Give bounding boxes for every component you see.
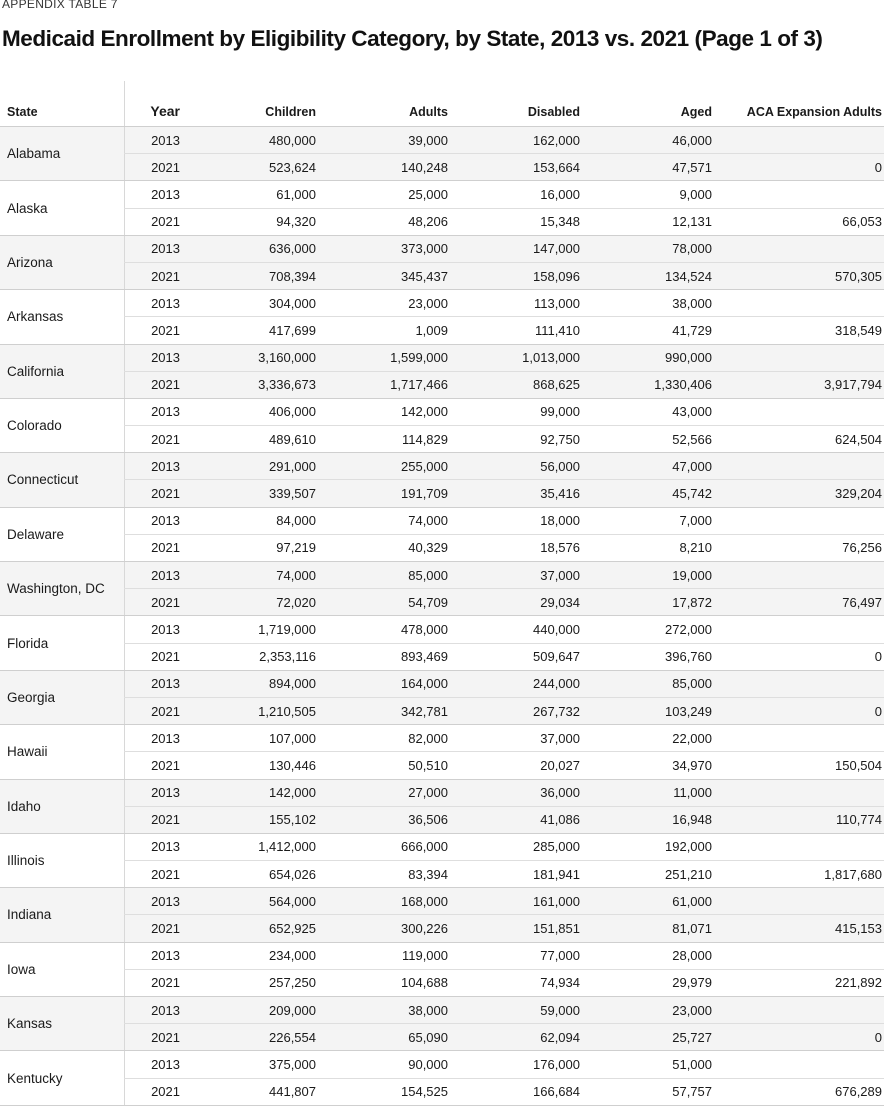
cell-aged: 990,000 — [582, 344, 714, 371]
table-row — [0, 426, 884, 453]
cell-aca-expansion-adults — [714, 779, 884, 806]
cell-adults: 478,000 — [318, 616, 450, 643]
cell-year: 2021 — [124, 1024, 186, 1051]
cell-aged: 8,210 — [582, 534, 714, 561]
cell-aged: 85,000 — [582, 670, 714, 697]
table-header — [0, 81, 884, 127]
cell-aca-expansion-adults: 76,256 — [714, 534, 884, 561]
cell-year: 2021 — [124, 371, 186, 398]
page-title: Medicaid Enrollment by Eligibility Category, by State, 2013 vs. 2021 (Page 1 of 3) — [2, 26, 823, 51]
cell-year: 2021 — [124, 697, 186, 724]
cell-disabled: 166,684 — [450, 1078, 582, 1105]
appendix-label: APPENDIX TABLE 7 — [2, 0, 118, 11]
cell-aged: 28,000 — [582, 942, 714, 969]
cell-disabled: 151,851 — [450, 915, 582, 942]
cell-aca-expansion-adults — [714, 888, 884, 915]
table-row — [0, 670, 884, 697]
table-row — [0, 208, 884, 235]
cell-children: 2,353,116 — [186, 643, 318, 670]
cell-children: 291,000 — [186, 453, 318, 480]
cell-aca-expansion-adults — [714, 398, 884, 425]
cell-adults: 191,709 — [318, 480, 450, 507]
cell-children: 523,624 — [186, 154, 318, 181]
cell-disabled: 74,934 — [450, 969, 582, 996]
cell-aca-expansion-adults — [714, 344, 884, 371]
cell-aged: 134,524 — [582, 262, 714, 289]
cell-adults: 1,599,000 — [318, 344, 450, 371]
table-row — [0, 1024, 884, 1051]
cell-disabled: 1,013,000 — [450, 344, 582, 371]
cell-aged: 29,979 — [582, 969, 714, 996]
cell-adults: 48,206 — [318, 208, 450, 235]
cell-year: 2021 — [124, 969, 186, 996]
table-row — [0, 1078, 884, 1105]
cell-children: 3,160,000 — [186, 344, 318, 371]
cell-children: 654,026 — [186, 861, 318, 888]
state-name-cell: Arizona — [0, 235, 124, 289]
cell-children: 61,000 — [186, 181, 318, 208]
cell-disabled: 158,096 — [450, 262, 582, 289]
cell-aged: 9,000 — [582, 181, 714, 208]
table-row — [0, 562, 884, 589]
cell-disabled: 20,027 — [450, 752, 582, 779]
state-name-cell: Colorado — [0, 398, 124, 452]
state-name-cell: Florida — [0, 616, 124, 670]
cell-aca-expansion-adults: 76,497 — [714, 589, 884, 616]
cell-disabled: 15,348 — [450, 208, 582, 235]
cell-adults: 83,394 — [318, 861, 450, 888]
cell-year: 2021 — [124, 317, 186, 344]
state-name-cell: Kansas — [0, 997, 124, 1051]
cell-disabled: 18,000 — [450, 507, 582, 534]
cell-adults: 23,000 — [318, 290, 450, 317]
table-row — [0, 942, 884, 969]
state-name-cell: Alabama — [0, 127, 124, 181]
cell-year: 2013 — [124, 997, 186, 1024]
cell-aged: 22,000 — [582, 725, 714, 752]
column-header-aca-expansion-adults: ACA Expansion Adults — [714, 81, 884, 127]
table-row — [0, 1051, 884, 1078]
cell-aged: 57,757 — [582, 1078, 714, 1105]
cell-children: 375,000 — [186, 1051, 318, 1078]
cell-adults: 893,469 — [318, 643, 450, 670]
table-row — [0, 154, 884, 181]
cell-aca-expansion-adults — [714, 670, 884, 697]
table-row — [0, 643, 884, 670]
cell-disabled: 285,000 — [450, 833, 582, 860]
cell-adults: 142,000 — [318, 398, 450, 425]
cell-aged: 41,729 — [582, 317, 714, 344]
cell-children: 304,000 — [186, 290, 318, 317]
cell-disabled: 92,750 — [450, 426, 582, 453]
table-row — [0, 235, 884, 262]
table-row — [0, 453, 884, 480]
cell-aca-expansion-adults — [714, 997, 884, 1024]
cell-aca-expansion-adults — [714, 181, 884, 208]
cell-aca-expansion-adults — [714, 562, 884, 589]
cell-children: 1,719,000 — [186, 616, 318, 643]
cell-disabled: 162,000 — [450, 127, 582, 154]
cell-disabled: 244,000 — [450, 670, 582, 697]
cell-aged: 192,000 — [582, 833, 714, 860]
cell-aged: 47,571 — [582, 154, 714, 181]
cell-children: 406,000 — [186, 398, 318, 425]
column-header-disabled: Disabled — [450, 81, 582, 127]
state-name-cell: Georgia — [0, 670, 124, 724]
cell-year: 2013 — [124, 507, 186, 534]
cell-aged: 25,727 — [582, 1024, 714, 1051]
cell-disabled: 113,000 — [450, 290, 582, 317]
table-row — [0, 779, 884, 806]
cell-year: 2013 — [124, 344, 186, 371]
cell-aca-expansion-adults — [714, 127, 884, 154]
table-row — [0, 861, 884, 888]
cell-adults: 82,000 — [318, 725, 450, 752]
cell-aged: 61,000 — [582, 888, 714, 915]
cell-disabled: 29,034 — [450, 589, 582, 616]
table-row — [0, 888, 884, 915]
cell-aca-expansion-adults — [714, 942, 884, 969]
cell-year: 2021 — [124, 806, 186, 833]
column-header-adults: Adults — [318, 81, 450, 127]
state-name-cell: Illinois — [0, 833, 124, 887]
cell-year: 2013 — [124, 290, 186, 317]
cell-children: 708,394 — [186, 262, 318, 289]
cell-aged: 51,000 — [582, 1051, 714, 1078]
cell-adults: 119,000 — [318, 942, 450, 969]
cell-adults: 74,000 — [318, 507, 450, 534]
cell-adults: 54,709 — [318, 589, 450, 616]
cell-children: 209,000 — [186, 997, 318, 1024]
table-row — [0, 806, 884, 833]
cell-children: 441,807 — [186, 1078, 318, 1105]
cell-adults: 114,829 — [318, 426, 450, 453]
cell-year: 2013 — [124, 779, 186, 806]
cell-aca-expansion-adults: 0 — [714, 154, 884, 181]
cell-aca-expansion-adults — [714, 235, 884, 262]
header-row — [0, 81, 884, 127]
cell-aca-expansion-adults — [714, 290, 884, 317]
cell-children: 339,507 — [186, 480, 318, 507]
cell-aca-expansion-adults — [714, 507, 884, 534]
cell-aged: 103,249 — [582, 697, 714, 724]
cell-adults: 104,688 — [318, 969, 450, 996]
table-row — [0, 997, 884, 1024]
cell-year: 2013 — [124, 888, 186, 915]
table-body — [0, 127, 884, 1106]
cell-aca-expansion-adults: 1,817,680 — [714, 861, 884, 888]
table-row — [0, 697, 884, 724]
cell-year: 2021 — [124, 426, 186, 453]
cell-children: 489,610 — [186, 426, 318, 453]
cell-aged: 81,071 — [582, 915, 714, 942]
cell-year: 2013 — [124, 181, 186, 208]
cell-aged: 7,000 — [582, 507, 714, 534]
state-name-cell: Washington, DC — [0, 562, 124, 616]
cell-aca-expansion-adults: 0 — [714, 697, 884, 724]
enrollment-table — [0, 81, 884, 1106]
cell-aca-expansion-adults: 570,305 — [714, 262, 884, 289]
cell-disabled: 153,664 — [450, 154, 582, 181]
table-row — [0, 317, 884, 344]
cell-disabled: 16,000 — [450, 181, 582, 208]
cell-year: 2021 — [124, 534, 186, 561]
cell-aged: 16,948 — [582, 806, 714, 833]
cell-adults: 85,000 — [318, 562, 450, 589]
cell-aca-expansion-adults: 66,053 — [714, 208, 884, 235]
cell-adults: 27,000 — [318, 779, 450, 806]
cell-aged: 78,000 — [582, 235, 714, 262]
cell-adults: 50,510 — [318, 752, 450, 779]
cell-disabled: 77,000 — [450, 942, 582, 969]
cell-adults: 342,781 — [318, 697, 450, 724]
cell-disabled: 147,000 — [450, 235, 582, 262]
cell-aged: 1,330,406 — [582, 371, 714, 398]
cell-aged: 272,000 — [582, 616, 714, 643]
state-name-cell: Indiana — [0, 888, 124, 942]
cell-disabled: 35,416 — [450, 480, 582, 507]
cell-aged: 43,000 — [582, 398, 714, 425]
cell-adults: 168,000 — [318, 888, 450, 915]
cell-aged: 19,000 — [582, 562, 714, 589]
cell-children: 84,000 — [186, 507, 318, 534]
cell-children: 257,250 — [186, 969, 318, 996]
cell-disabled: 99,000 — [450, 398, 582, 425]
cell-aca-expansion-adults: 0 — [714, 643, 884, 670]
cell-aged: 17,872 — [582, 589, 714, 616]
cell-year: 2013 — [124, 833, 186, 860]
cell-disabled: 181,941 — [450, 861, 582, 888]
cell-disabled: 111,410 — [450, 317, 582, 344]
cell-adults: 1,717,466 — [318, 371, 450, 398]
cell-adults: 40,329 — [318, 534, 450, 561]
cell-children: 155,102 — [186, 806, 318, 833]
column-header-state: State — [0, 81, 124, 127]
table-row — [0, 344, 884, 371]
cell-adults: 39,000 — [318, 127, 450, 154]
cell-year: 2013 — [124, 235, 186, 262]
cell-children: 130,446 — [186, 752, 318, 779]
cell-year: 2021 — [124, 480, 186, 507]
cell-disabled: 62,094 — [450, 1024, 582, 1051]
cell-aca-expansion-adults: 221,892 — [714, 969, 884, 996]
cell-year: 2021 — [124, 154, 186, 181]
cell-adults: 36,506 — [318, 806, 450, 833]
cell-aca-expansion-adults: 110,774 — [714, 806, 884, 833]
cell-aca-expansion-adults — [714, 725, 884, 752]
cell-disabled: 161,000 — [450, 888, 582, 915]
state-name-cell: Idaho — [0, 779, 124, 833]
cell-aca-expansion-adults — [714, 1051, 884, 1078]
cell-aca-expansion-adults: 318,549 — [714, 317, 884, 344]
cell-adults: 140,248 — [318, 154, 450, 181]
cell-adults: 345,437 — [318, 262, 450, 289]
cell-aca-expansion-adults — [714, 453, 884, 480]
cell-aged: 34,970 — [582, 752, 714, 779]
state-name-cell: Arkansas — [0, 290, 124, 344]
table-row — [0, 371, 884, 398]
table-row — [0, 969, 884, 996]
state-name-cell: California — [0, 344, 124, 398]
cell-adults: 373,000 — [318, 235, 450, 262]
table-row — [0, 181, 884, 208]
cell-children: 97,219 — [186, 534, 318, 561]
cell-children: 142,000 — [186, 779, 318, 806]
cell-children: 107,000 — [186, 725, 318, 752]
cell-year: 2021 — [124, 262, 186, 289]
cell-children: 234,000 — [186, 942, 318, 969]
cell-year: 2013 — [124, 670, 186, 697]
cell-adults: 666,000 — [318, 833, 450, 860]
state-name-cell: Delaware — [0, 507, 124, 561]
table-row — [0, 290, 884, 317]
cell-adults: 90,000 — [318, 1051, 450, 1078]
cell-aca-expansion-adults — [714, 616, 884, 643]
cell-aged: 251,210 — [582, 861, 714, 888]
table-row — [0, 262, 884, 289]
table-row — [0, 589, 884, 616]
cell-aged: 46,000 — [582, 127, 714, 154]
cell-disabled: 18,576 — [450, 534, 582, 561]
cell-adults: 25,000 — [318, 181, 450, 208]
cell-aca-expansion-adults: 415,153 — [714, 915, 884, 942]
cell-year: 2021 — [124, 861, 186, 888]
table-row — [0, 127, 884, 154]
cell-disabled: 440,000 — [450, 616, 582, 643]
cell-aged: 12,131 — [582, 208, 714, 235]
cell-children: 1,412,000 — [186, 833, 318, 860]
state-name-cell: Iowa — [0, 942, 124, 996]
column-header-year: Year — [124, 81, 186, 127]
cell-year: 2013 — [124, 127, 186, 154]
cell-children: 564,000 — [186, 888, 318, 915]
cell-aged: 23,000 — [582, 997, 714, 1024]
cell-children: 3,336,673 — [186, 371, 318, 398]
cell-children: 417,699 — [186, 317, 318, 344]
table-row — [0, 480, 884, 507]
cell-aca-expansion-adults: 150,504 — [714, 752, 884, 779]
cell-year: 2013 — [124, 725, 186, 752]
cell-year: 2021 — [124, 752, 186, 779]
cell-adults: 154,525 — [318, 1078, 450, 1105]
table-row — [0, 616, 884, 643]
state-name-cell: Hawaii — [0, 725, 124, 779]
cell-aca-expansion-adults: 3,917,794 — [714, 371, 884, 398]
table-row — [0, 398, 884, 425]
cell-disabled: 41,086 — [450, 806, 582, 833]
cell-aca-expansion-adults: 0 — [714, 1024, 884, 1051]
cell-disabled: 509,647 — [450, 643, 582, 670]
cell-disabled: 36,000 — [450, 779, 582, 806]
cell-aged: 11,000 — [582, 779, 714, 806]
cell-year: 2013 — [124, 453, 186, 480]
cell-disabled: 176,000 — [450, 1051, 582, 1078]
cell-aca-expansion-adults: 624,504 — [714, 426, 884, 453]
cell-adults: 164,000 — [318, 670, 450, 697]
cell-disabled: 37,000 — [450, 725, 582, 752]
cell-disabled: 37,000 — [450, 562, 582, 589]
cell-adults: 255,000 — [318, 453, 450, 480]
cell-children: 636,000 — [186, 235, 318, 262]
table-row — [0, 915, 884, 942]
cell-adults: 38,000 — [318, 997, 450, 1024]
cell-disabled: 267,732 — [450, 697, 582, 724]
cell-children: 74,000 — [186, 562, 318, 589]
cell-children: 652,925 — [186, 915, 318, 942]
cell-year: 2021 — [124, 1078, 186, 1105]
cell-year: 2021 — [124, 589, 186, 616]
cell-year: 2013 — [124, 398, 186, 425]
cell-aca-expansion-adults — [714, 833, 884, 860]
cell-year: 2021 — [124, 208, 186, 235]
table-row — [0, 507, 884, 534]
cell-aged: 396,760 — [582, 643, 714, 670]
cell-adults: 300,226 — [318, 915, 450, 942]
cell-children: 94,320 — [186, 208, 318, 235]
cell-aca-expansion-adults: 676,289 — [714, 1078, 884, 1105]
cell-aged: 45,742 — [582, 480, 714, 507]
cell-children: 894,000 — [186, 670, 318, 697]
cell-aca-expansion-adults: 329,204 — [714, 480, 884, 507]
cell-disabled: 868,625 — [450, 371, 582, 398]
cell-aged: 52,566 — [582, 426, 714, 453]
cell-children: 480,000 — [186, 127, 318, 154]
table-row — [0, 534, 884, 561]
column-header-children: Children — [186, 81, 318, 127]
cell-adults: 65,090 — [318, 1024, 450, 1051]
cell-children: 72,020 — [186, 589, 318, 616]
state-name-cell: Connecticut — [0, 453, 124, 507]
cell-aged: 38,000 — [582, 290, 714, 317]
cell-year: 2013 — [124, 562, 186, 589]
state-name-cell: Kentucky — [0, 1051, 124, 1105]
cell-year: 2013 — [124, 1051, 186, 1078]
cell-children: 226,554 — [186, 1024, 318, 1051]
table-row — [0, 752, 884, 779]
column-header-aged: Aged — [582, 81, 714, 127]
table-row — [0, 833, 884, 860]
cell-adults: 1,009 — [318, 317, 450, 344]
cell-year: 2013 — [124, 616, 186, 643]
cell-disabled: 59,000 — [450, 997, 582, 1024]
cell-year: 2013 — [124, 942, 186, 969]
state-name-cell: Alaska — [0, 181, 124, 235]
cell-children: 1,210,505 — [186, 697, 318, 724]
table-row — [0, 725, 884, 752]
cell-aged: 47,000 — [582, 453, 714, 480]
cell-year: 2021 — [124, 915, 186, 942]
cell-disabled: 56,000 — [450, 453, 582, 480]
cell-year: 2021 — [124, 643, 186, 670]
